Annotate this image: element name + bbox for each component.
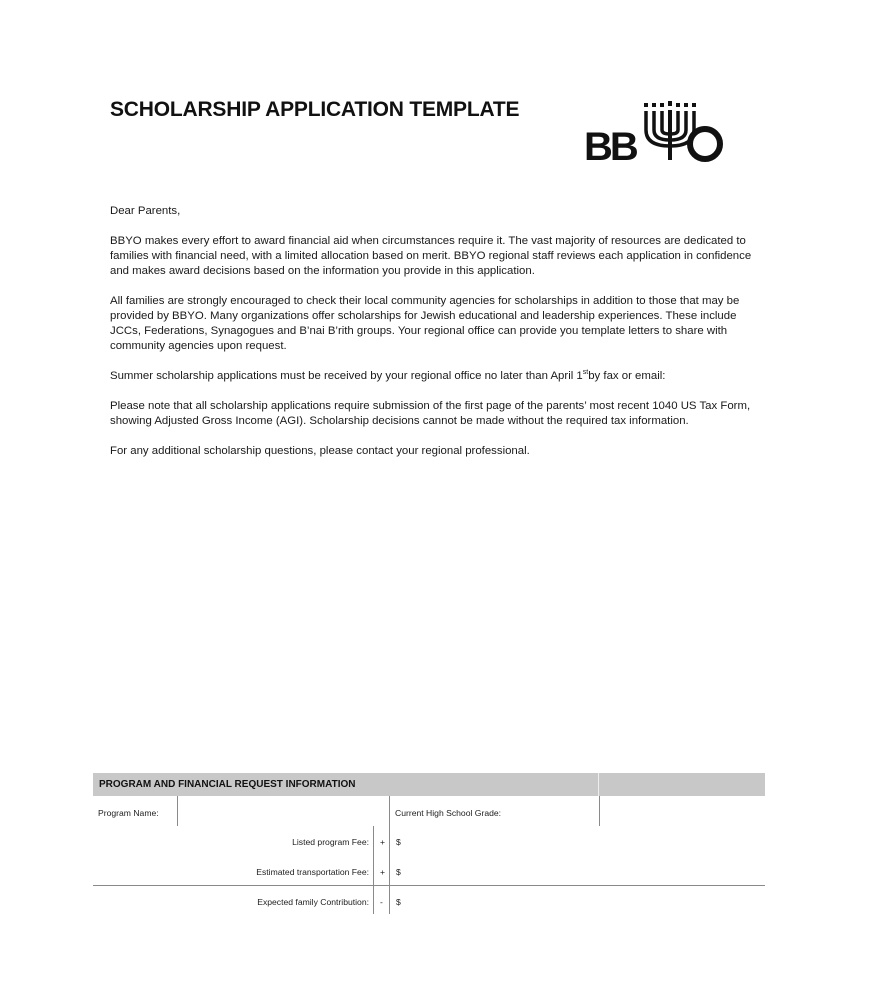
transportation-fee-currency: $ [396, 867, 401, 877]
grade-field[interactable] [512, 797, 598, 825]
document-title: SCHOLARSHIP APPLICATION TEMPLATE [110, 98, 520, 121]
transportation-fee-label: Estimated transportation Fee: [256, 867, 369, 877]
listed-fee-sign: + [380, 837, 386, 847]
paragraph-3-text: Summer scholarship applications must be received by your regional office no later than April 1 [110, 370, 583, 382]
letter-paragraph-1: BBYO makes every effort to award financial aid when circumstances require it. The vast majority of resources are dedicated to families with financial need, with a limited allocation based on merit. BBYO regional staff reviews each application in confidence and makes award decisions based on the information you provide in this application. [110, 235, 752, 277]
subtotal-rule [93, 885, 765, 886]
program-name-right-border [389, 796, 390, 826]
logo-letters-bb: BB [584, 125, 636, 164]
form-section-title: PROGRAM AND FINANCIAL REQUEST INFORMATION [99, 779, 356, 790]
family-contribution-label: Expected family Contribution: [257, 897, 369, 907]
paragraph-3-text-after: by fax or email: [588, 370, 666, 382]
letter-paragraph-3 [110, 369, 770, 384]
form-section-header [93, 773, 765, 796]
letter-greeting: Dear Parents, [110, 205, 181, 217]
program-name-field[interactable] [178, 797, 388, 825]
bbyo-logo [584, 100, 724, 164]
transportation-fee-field[interactable] [405, 859, 605, 883]
sign-column-left-border [373, 826, 374, 914]
header-divider [598, 773, 599, 796]
transportation-fee-sign: + [380, 867, 386, 877]
letter-paragraph-5: For any additional scholarship questions, please contact your regional professional. [110, 445, 530, 457]
letter-body [110, 204, 770, 474]
family-contribution-currency: $ [396, 897, 401, 907]
program-name-label: Program Name: [98, 808, 159, 818]
listed-fee-currency: $ [396, 837, 401, 847]
grade-label: Current High School Grade: [395, 808, 502, 818]
letter-paragraph-2: All families are strongly encouraged to check their local community agencies for scholarships in addition to those that may be provided by BBYO. Many organizations offer scholarships for Jewish educational and leadership experiences. These include JCCs, Federations, Synagogues and B’nai B’rith groups. Your regional office can provide you template letters to share with community agencies upon request. [110, 295, 740, 352]
grade-right-border [599, 796, 600, 826]
family-contribution-field[interactable] [405, 889, 605, 913]
sign-column-right-border [389, 826, 390, 914]
listed-fee-field[interactable] [405, 829, 605, 853]
family-contribution-sign: - [380, 897, 383, 907]
listed-fee-label: Listed program Fee: [292, 837, 369, 847]
paragraph-3-ordinal: st [582, 369, 589, 377]
letter-paragraph-4: Please note that all scholarship applications require submission of the first page of the parents’ most recent 1040 US Tax Form, showing Adjusted Gross Income (AGI). Scholarship decisions cannot be made without the required tax information. [110, 400, 751, 427]
